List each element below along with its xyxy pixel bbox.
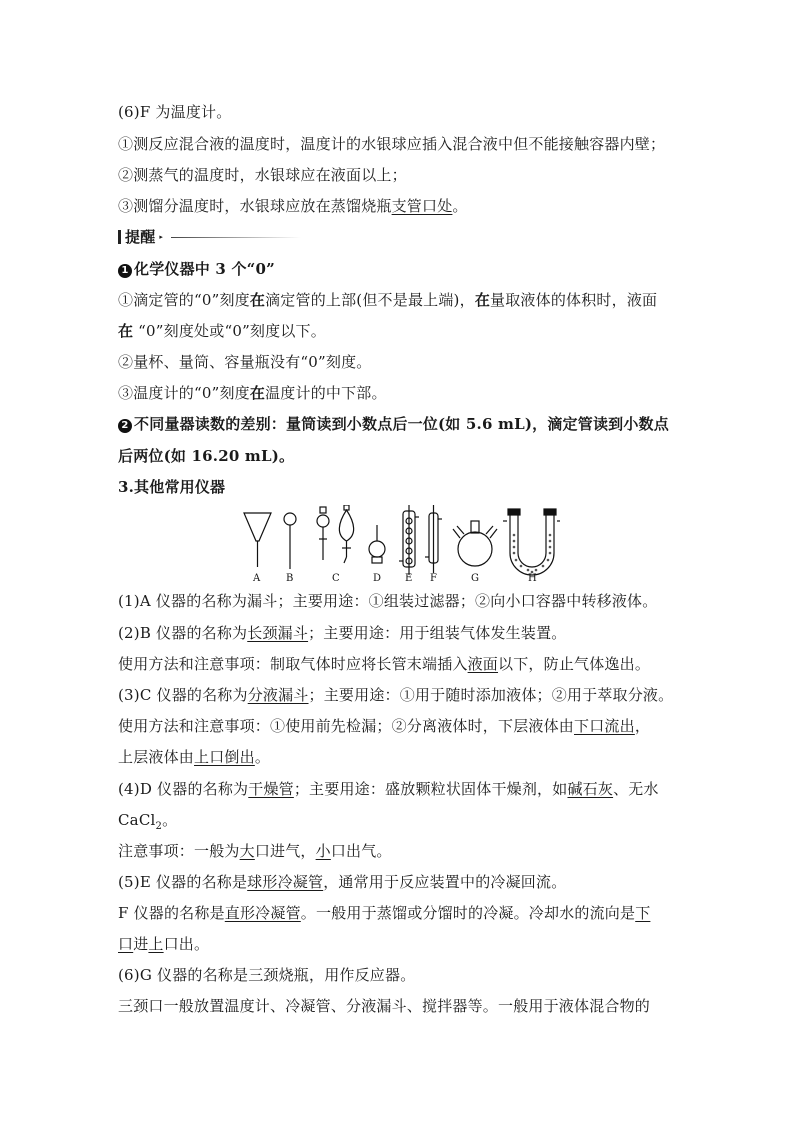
tip-point-1-a-line-2: 在 “0”刻度处或“0”刻度以下。	[118, 322, 326, 340]
separatory-funnel-icon	[317, 505, 354, 563]
long-neck-funnel-icon	[284, 513, 296, 569]
line-a-funnel: (1)A 仪器的名称为漏斗；主要用途：①组装过滤器；②向小口容器中转移液体。	[118, 592, 658, 610]
line-g-name: (6)G 仪器的名称是三颈烧瓶，用作反应器。	[118, 966, 416, 984]
line-c-usage-2: 上层液体由上口倒出。	[118, 748, 271, 766]
number-badge-icon: 2	[118, 419, 132, 433]
triangle-icon: ▸	[159, 233, 164, 241]
tip-bar-icon	[118, 230, 121, 244]
drying-tube-icon	[369, 525, 385, 563]
tip-divider	[171, 237, 301, 238]
label-d: D	[373, 573, 382, 584]
line-b-usage: 使用方法和注意事项：制取气体时应将长管末端插入液面以下，防止气体逸出。	[118, 655, 651, 673]
label-e: E	[405, 573, 413, 584]
bulb-condenser-icon	[399, 505, 419, 575]
label-b: B	[286, 573, 294, 584]
tip-heading: 提醒 ▸	[118, 226, 301, 248]
line-c-usage: 使用方法和注意事项：①使用前先检漏；②分离液体时，下层液体由下口流出，	[118, 717, 651, 735]
label-f: F	[430, 573, 437, 584]
label-h: H	[528, 573, 537, 584]
thermometer-item-3: ③测馏分温度时，水银球应放在蒸馏烧瓶支管口处。	[118, 197, 468, 215]
line-e-name: (5)E 仪器的名称是球形冷凝管，通常用于反应装置中的冷凝回流。	[118, 873, 567, 891]
section-3-title: 3.其他常用仪器	[118, 478, 226, 496]
line-b-name: (2)B 仪器的名称为长颈漏斗；主要用途：用于组装气体发生装置。	[118, 624, 567, 642]
tip-point-1-a-line-1: ①滴定管的“0”刻度在滴定管的上部(但不是最上端)，在量取液体的体积时，液面	[118, 291, 658, 309]
line-d-cacl2: CaCl$_2$。	[118, 811, 178, 832]
label-g: G	[471, 573, 479, 584]
apparatus-diagram	[120, 505, 560, 585]
straight-condenser-icon	[425, 505, 442, 573]
apparatus-labels	[252, 573, 537, 584]
line-d-name: (4)D 仪器的名称为干燥管；主要用途：盛放颗粒状固体干燥剂，如碱石灰、无水	[118, 780, 659, 798]
thermometer-item-2: ②测蒸气的温度时，水银球应在液面以上；	[118, 166, 407, 184]
line-g-usage: 三颈口一般放置温度计、冷凝管、分液漏斗、搅拌器等。一般用于液体混合物的	[118, 997, 651, 1015]
line-c-name: (3)C 仪器的名称为分液漏斗；主要用途：①用于随时添加液体；②用于萃取分液。	[118, 686, 674, 704]
funnel-icon	[244, 513, 271, 567]
number-badge-icon: 1	[118, 264, 132, 278]
thermometer-item-1: ①测反应混合液的温度时，温度计的水银球应插入混合液中但不能接触容器内壁；	[118, 135, 666, 153]
tip-point-2-line-1: 2 不同量器读数的差别：量筒读到小数点后一位(如 5.6 mL)，滴定管读到小数点	[118, 413, 669, 435]
line-f-name: F 仪器的名称是直形冷凝管。一般用于蒸馏或分馏时的冷凝。冷却水的流向是下	[118, 904, 651, 922]
line-f-flow: 口进上口出。	[118, 935, 210, 953]
thermometer-title: (6)F 为温度计。	[118, 103, 232, 121]
label-c: C	[332, 573, 340, 584]
tip-point-2-line-2: 后两位(如 16.20 mL)。	[118, 447, 295, 465]
u-tube-icon	[503, 509, 560, 575]
line-d-notes: 注意事项：一般为大口进气，小口出气。	[118, 842, 392, 860]
tip-point-1: 1 化学仪器中 3 个“0”	[118, 258, 275, 280]
label-a: A	[253, 573, 261, 584]
tip-point-1-c: ③温度计的“0”刻度在温度计的中下部。	[118, 384, 387, 402]
tip-point-1-b: ②量杯、量筒、容量瓶没有“0”刻度。	[118, 353, 372, 371]
three-neck-flask-icon	[453, 521, 497, 566]
